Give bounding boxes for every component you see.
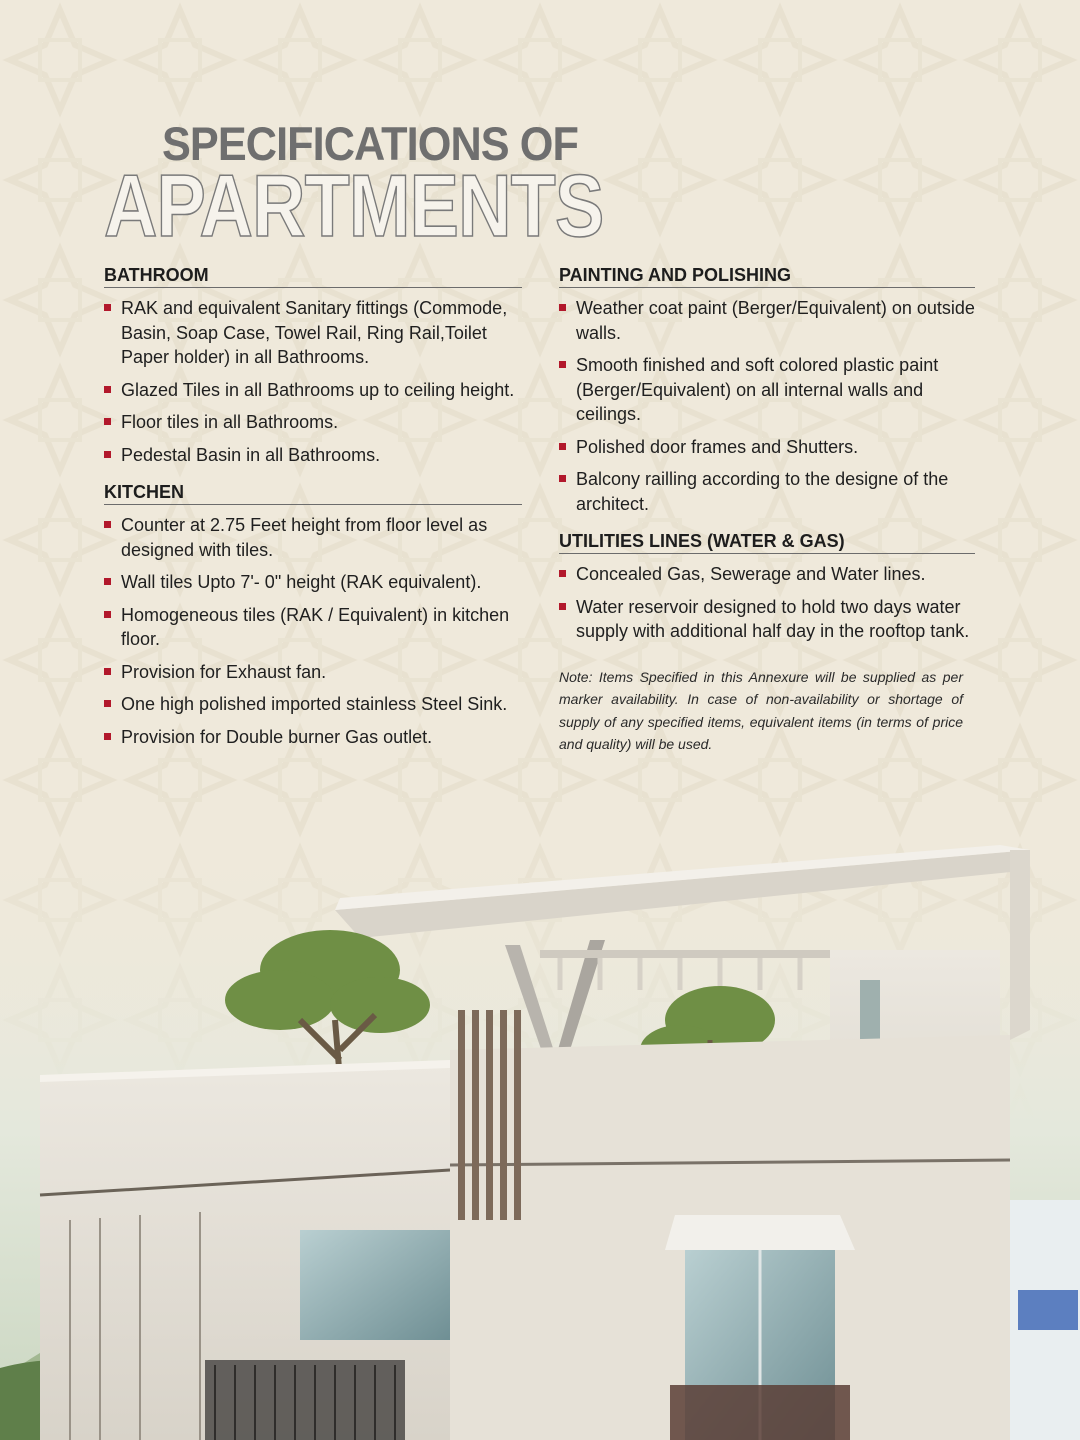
list-item: Pedestal Basin in all Bathrooms. (104, 443, 522, 468)
bullet-icon (559, 443, 566, 450)
bullet-icon (104, 386, 111, 393)
list-item: Floor tiles in all Bathrooms. (104, 410, 522, 435)
utilities-list (559, 562, 977, 644)
list-item: One high polished imported stainless Steel Sink. (104, 692, 522, 717)
bullet-icon (559, 570, 566, 577)
bullet-icon (559, 475, 566, 482)
bullet-icon (104, 668, 111, 675)
utilities-heading: UTILITIES LINES (WATER & GAS) (559, 530, 975, 554)
kitchen-list (104, 513, 522, 749)
list-item: Provision for Double burner Gas outlet. (104, 725, 522, 750)
list-item: RAK and equivalent Sanitary fittings (Commode, Basin, Soap Case, Towel Rail, Ring Rail,Toilet Paper holder) in all Bathrooms. (104, 296, 522, 370)
bathroom-list (104, 296, 522, 467)
list-item: Polished door frames and Shutters. (559, 435, 977, 460)
bullet-icon (104, 733, 111, 740)
bullet-icon (104, 451, 111, 458)
list-item: Concealed Gas, Sewerage and Water lines. (559, 562, 977, 587)
bullet-icon (104, 304, 111, 311)
list-item: Provision for Exhaust fan. (104, 660, 522, 685)
painting-list (559, 296, 977, 516)
bullet-icon (559, 304, 566, 311)
bullet-icon (104, 700, 111, 707)
right-column (559, 264, 977, 756)
annexure-note: Note: Items Specified in this Annexure will be supplied as per marker availability. In case of non-availability or shortage of supply of any specified items, equivalent items (in terms of price and quality) will be used. (559, 668, 963, 752)
bullet-icon (559, 361, 566, 368)
list-item: Smooth finished and soft colored plastic paint (Berger/Equivalent) on all internal walls and ceilings. (559, 353, 977, 427)
kitchen-heading: KITCHEN (104, 481, 522, 505)
list-item: Counter at 2.75 Feet height from floor level as designed with tiles. (104, 513, 522, 562)
list-item: Water reservoir designed to hold two days water supply with additional half day in the rooftop tank. (559, 595, 977, 644)
building-illustration (0, 820, 1080, 1440)
list-item: Glazed Tiles in all Bathrooms up to ceiling height. (104, 378, 522, 403)
left-column (104, 264, 522, 757)
bullet-icon (104, 611, 111, 618)
bullet-icon (104, 521, 111, 528)
title-line-2: APARTMENTS (104, 156, 604, 255)
title-line-1: SPECIFICATIONS OF (162, 117, 578, 170)
list-item: Homogeneous tiles (RAK / Equivalent) in kitchen floor. (104, 603, 522, 652)
bullet-icon (104, 418, 111, 425)
list-item: Balcony railling according to the designe of the architect. (559, 467, 977, 516)
list-item: Wall tiles Upto 7'- 0" height (RAK equivalent). (104, 570, 522, 595)
bullet-icon (104, 578, 111, 585)
list-item: Weather coat paint (Berger/Equivalent) on outside walls. (559, 296, 977, 345)
bullet-icon (559, 603, 566, 610)
painting-heading: PAINTING AND POLISHING (559, 264, 975, 288)
bathroom-heading: BATHROOM (104, 264, 522, 288)
